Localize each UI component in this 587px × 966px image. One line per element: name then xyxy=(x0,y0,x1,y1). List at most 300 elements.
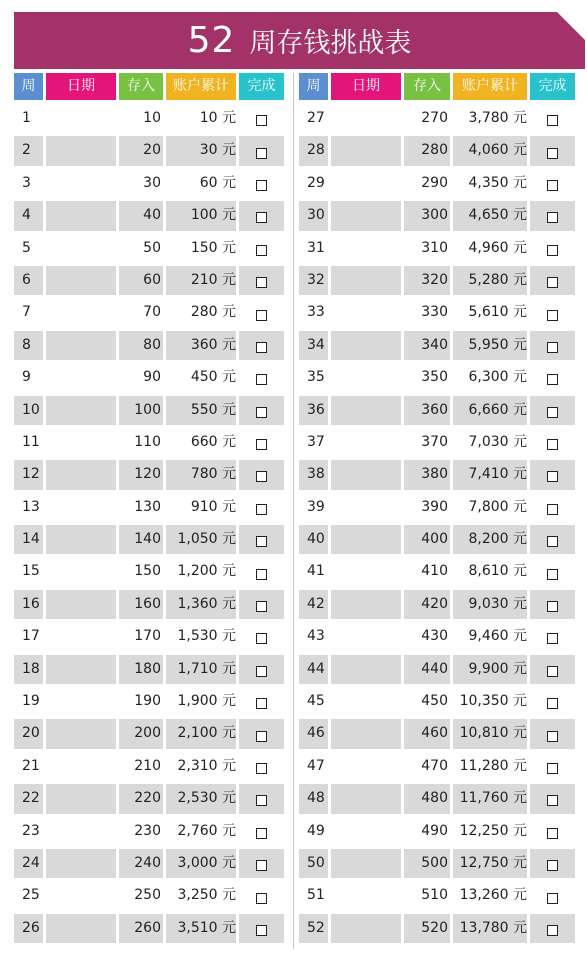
done-cell[interactable] xyxy=(239,136,284,165)
deposit-cell: 410 xyxy=(421,563,448,580)
date-cell[interactable] xyxy=(46,201,116,230)
done-checkbox[interactable] xyxy=(256,310,267,321)
date-cell[interactable] xyxy=(46,817,116,846)
account-total-cell: 3,250 元 xyxy=(177,887,236,904)
table-row xyxy=(14,460,284,489)
done-checkbox[interactable] xyxy=(256,504,267,515)
done-checkbox[interactable] xyxy=(547,828,558,839)
done-checkbox[interactable] xyxy=(256,342,267,353)
date-cell[interactable] xyxy=(331,201,401,230)
week-cell: 12 xyxy=(14,460,43,489)
table-row xyxy=(299,136,575,165)
week-cell: 50 xyxy=(299,849,328,878)
date-cell[interactable] xyxy=(46,655,116,684)
week-cell: 43 xyxy=(307,628,325,645)
week-cell: 19 xyxy=(22,693,40,710)
week-cell: 37 xyxy=(307,433,325,450)
account-total-cell: 4,350 元 xyxy=(468,174,527,191)
done-cell[interactable] xyxy=(530,914,575,943)
account-total-cell: 11,280 元 xyxy=(459,757,527,774)
done-cell[interactable] xyxy=(530,784,575,813)
table-row xyxy=(14,428,284,457)
deposit-cell: 500 xyxy=(404,849,450,878)
table-row xyxy=(299,719,575,748)
deposit-cell: 190 xyxy=(134,693,161,710)
week-cell: 38 xyxy=(299,460,328,489)
table-row xyxy=(299,622,575,651)
account-total-cell: 150 元 xyxy=(190,239,236,256)
done-cell[interactable] xyxy=(239,590,284,619)
done-cell[interactable] xyxy=(239,752,284,781)
done-cell[interactable] xyxy=(530,266,575,295)
deposit-cell: 490 xyxy=(421,822,448,839)
account-total-cell: 8,200 元 xyxy=(453,525,527,554)
week-cell: 23 xyxy=(22,822,40,839)
date-cell[interactable] xyxy=(46,136,116,165)
account-total-cell: 2,760 元 xyxy=(177,822,236,839)
deposit-cell: 260 xyxy=(119,914,163,943)
date-cell[interactable] xyxy=(46,331,116,360)
week-cell: 49 xyxy=(307,822,325,839)
deposit-cell: 520 xyxy=(404,914,450,943)
table-row xyxy=(14,622,284,651)
table-row xyxy=(14,525,284,554)
deposit-cell: 20 xyxy=(119,136,163,165)
deposit-cell: 310 xyxy=(421,239,448,256)
date-cell[interactable] xyxy=(331,849,401,878)
done-cell[interactable] xyxy=(530,298,575,327)
table-row xyxy=(299,849,575,878)
deposit-cell: 440 xyxy=(404,655,450,684)
week-cell: 47 xyxy=(307,757,325,774)
table-row xyxy=(299,396,575,425)
done-checkbox[interactable] xyxy=(256,277,267,288)
table-header xyxy=(14,73,284,100)
account-total-cell: 5,610 元 xyxy=(468,304,527,321)
table-row xyxy=(299,460,575,489)
week-cell: 41 xyxy=(307,563,325,580)
title-number: 52 xyxy=(187,20,236,61)
date-cell[interactable] xyxy=(331,557,401,586)
date-cell[interactable] xyxy=(331,266,401,295)
date-cell[interactable] xyxy=(46,234,116,263)
table-row xyxy=(299,363,575,392)
done-cell[interactable] xyxy=(530,460,575,489)
date-cell[interactable] xyxy=(331,136,401,165)
account-total-cell: 7,030 元 xyxy=(468,433,527,450)
deposit-cell: 80 xyxy=(119,331,163,360)
account-total-cell: 1,050 元 xyxy=(166,525,236,554)
done-cell[interactable] xyxy=(239,525,284,554)
done-checkbox[interactable] xyxy=(547,860,558,871)
week-cell: 26 xyxy=(14,914,43,943)
done-cell[interactable] xyxy=(239,719,284,748)
title-banner xyxy=(14,12,585,69)
date-cell[interactable] xyxy=(331,590,401,619)
table-row xyxy=(14,849,284,878)
done-checkbox[interactable] xyxy=(256,731,267,742)
date-cell[interactable] xyxy=(46,104,116,133)
table-row xyxy=(299,298,575,327)
table-row xyxy=(299,687,575,716)
done-checkbox[interactable] xyxy=(547,536,558,547)
date-cell[interactable] xyxy=(46,298,116,327)
deposit-cell: 90 xyxy=(143,369,161,386)
account-total-cell: 13,260 元 xyxy=(459,887,527,904)
date-cell[interactable] xyxy=(331,655,401,684)
done-checkbox[interactable] xyxy=(256,212,267,223)
account-total-cell: 660 元 xyxy=(190,433,236,450)
account-total-cell: 60 元 xyxy=(199,174,236,191)
date-cell[interactable] xyxy=(331,881,401,910)
date-cell[interactable] xyxy=(46,752,116,781)
done-cell[interactable] xyxy=(239,687,284,716)
date-cell[interactable] xyxy=(46,719,116,748)
done-checkbox[interactable] xyxy=(256,374,267,385)
week-cell: 15 xyxy=(22,563,40,580)
done-cell[interactable] xyxy=(239,331,284,360)
deposit-cell: 400 xyxy=(404,525,450,554)
done-checkbox[interactable] xyxy=(547,180,558,191)
week-cell: 34 xyxy=(299,331,328,360)
deposit-cell: 300 xyxy=(404,201,450,230)
done-cell[interactable] xyxy=(239,622,284,651)
header-week: 周 xyxy=(14,73,43,100)
table-row xyxy=(299,201,575,230)
account-total-cell: 4,060 元 xyxy=(453,136,527,165)
done-cell[interactable] xyxy=(530,201,575,230)
done-cell[interactable] xyxy=(239,817,284,846)
deposit-cell: 30 xyxy=(143,174,161,191)
date-cell[interactable] xyxy=(46,428,116,457)
account-total-cell: 8,610 元 xyxy=(468,563,527,580)
deposit-cell: 470 xyxy=(421,757,448,774)
deposit-cell: 460 xyxy=(404,719,450,748)
week-cell: 5 xyxy=(22,239,31,256)
done-checkbox[interactable] xyxy=(256,115,267,126)
done-cell[interactable] xyxy=(530,363,575,392)
done-checkbox[interactable] xyxy=(547,569,558,580)
week-cell: 1 xyxy=(22,110,31,126)
week-cell: 35 xyxy=(307,369,325,386)
week-cell: 16 xyxy=(14,590,43,619)
account-total-cell: 5,950 元 xyxy=(453,331,527,360)
week-cell: 30 xyxy=(299,201,328,230)
date-cell[interactable] xyxy=(331,298,401,327)
done-cell[interactable] xyxy=(239,914,284,943)
date-cell[interactable] xyxy=(46,169,116,198)
account-total-cell: 9,030 元 xyxy=(453,590,527,619)
date-cell[interactable] xyxy=(331,752,401,781)
done-cell[interactable] xyxy=(239,428,284,457)
account-total-cell: 280 元 xyxy=(190,304,236,321)
done-cell[interactable] xyxy=(530,234,575,263)
table-row xyxy=(14,363,284,392)
done-checkbox[interactable] xyxy=(547,601,558,612)
done-checkbox[interactable] xyxy=(547,212,558,223)
deposit-cell: 480 xyxy=(404,784,450,813)
account-total-cell: 30 元 xyxy=(166,136,236,165)
deposit-cell: 340 xyxy=(404,331,450,360)
done-checkbox[interactable] xyxy=(256,763,267,774)
done-cell[interactable] xyxy=(530,331,575,360)
date-cell[interactable] xyxy=(331,784,401,813)
deposit-cell: 160 xyxy=(119,590,163,619)
week-cell: 40 xyxy=(299,525,328,554)
done-checkbox[interactable] xyxy=(256,601,267,612)
done-checkbox[interactable] xyxy=(547,342,558,353)
deposit-cell: 290 xyxy=(421,174,448,191)
header-account-total: 账户累计 xyxy=(453,73,527,100)
deposit-cell: 70 xyxy=(143,304,161,321)
table-row xyxy=(14,136,284,165)
table-row xyxy=(14,493,284,522)
date-cell[interactable] xyxy=(331,493,401,522)
account-total-cell: 1,710 元 xyxy=(166,655,236,684)
done-checkbox[interactable] xyxy=(256,148,267,159)
done-cell[interactable] xyxy=(530,590,575,619)
done-cell[interactable] xyxy=(530,849,575,878)
deposit-cell: 330 xyxy=(421,304,448,321)
header-date: 日期 xyxy=(46,73,116,100)
done-checkbox[interactable] xyxy=(256,666,267,677)
account-total-cell: 4,960 元 xyxy=(468,239,527,256)
account-total-cell: 12,250 元 xyxy=(459,822,527,839)
done-checkbox[interactable] xyxy=(256,245,267,256)
date-cell[interactable] xyxy=(46,784,116,813)
done-cell[interactable] xyxy=(530,493,575,522)
done-cell[interactable] xyxy=(239,234,284,263)
done-cell[interactable] xyxy=(530,687,575,716)
date-cell[interactable] xyxy=(331,428,401,457)
week-cell: 52 xyxy=(299,914,328,943)
table-row xyxy=(14,752,284,781)
done-checkbox[interactable] xyxy=(256,925,267,936)
done-cell[interactable] xyxy=(530,752,575,781)
done-cell[interactable] xyxy=(239,460,284,489)
done-cell[interactable] xyxy=(239,363,284,392)
done-checkbox[interactable] xyxy=(547,471,558,482)
done-cell[interactable] xyxy=(530,719,575,748)
done-checkbox[interactable] xyxy=(256,471,267,482)
date-cell[interactable] xyxy=(331,914,401,943)
done-cell[interactable] xyxy=(239,557,284,586)
done-checkbox[interactable] xyxy=(547,277,558,288)
account-total-cell: 10,350 元 xyxy=(459,693,527,710)
week-cell: 10 xyxy=(14,396,43,425)
done-checkbox[interactable] xyxy=(256,828,267,839)
date-cell[interactable] xyxy=(46,914,116,943)
done-cell[interactable] xyxy=(530,622,575,651)
done-cell[interactable] xyxy=(239,169,284,198)
done-cell[interactable] xyxy=(530,104,575,133)
done-checkbox[interactable] xyxy=(547,504,558,515)
deposit-cell: 360 xyxy=(404,396,450,425)
header-deposit: 存入 xyxy=(404,73,450,100)
date-cell[interactable] xyxy=(46,557,116,586)
week-cell: 8 xyxy=(14,331,43,360)
done-cell[interactable] xyxy=(239,104,284,133)
table-row xyxy=(14,104,284,133)
date-cell[interactable] xyxy=(46,590,116,619)
done-checkbox[interactable] xyxy=(256,180,267,191)
date-cell[interactable] xyxy=(331,234,401,263)
deposit-cell: 380 xyxy=(404,460,450,489)
week-cell: 17 xyxy=(22,628,40,645)
done-cell[interactable] xyxy=(530,169,575,198)
account-total-cell: 1,900 元 xyxy=(177,693,236,710)
account-total-cell: 3,510 元 xyxy=(166,914,236,943)
done-checkbox[interactable] xyxy=(256,569,267,580)
week-cell: 4 xyxy=(14,201,43,230)
done-checkbox[interactable] xyxy=(547,407,558,418)
done-checkbox[interactable] xyxy=(547,439,558,450)
deposit-cell: 230 xyxy=(134,822,161,839)
date-cell[interactable] xyxy=(46,687,116,716)
done-cell[interactable] xyxy=(530,396,575,425)
done-checkbox[interactable] xyxy=(547,245,558,256)
done-cell[interactable] xyxy=(530,428,575,457)
date-cell[interactable] xyxy=(46,849,116,878)
left-table xyxy=(14,73,284,946)
done-cell[interactable] xyxy=(239,266,284,295)
done-checkbox[interactable] xyxy=(256,633,267,644)
done-cell[interactable] xyxy=(530,655,575,684)
done-cell[interactable] xyxy=(239,655,284,684)
date-cell[interactable] xyxy=(46,266,116,295)
done-cell[interactable] xyxy=(530,817,575,846)
account-total-cell: 1,530 元 xyxy=(177,628,236,645)
table-row xyxy=(14,687,284,716)
header-done: 完成 xyxy=(239,73,284,100)
deposit-cell: 280 xyxy=(404,136,450,165)
done-checkbox[interactable] xyxy=(547,115,558,126)
date-cell[interactable] xyxy=(331,396,401,425)
week-cell: 9 xyxy=(22,369,31,386)
done-checkbox[interactable] xyxy=(256,407,267,418)
deposit-cell: 60 xyxy=(119,266,163,295)
account-total-cell: 550 元 xyxy=(166,396,236,425)
deposit-cell: 40 xyxy=(119,201,163,230)
deposit-cell: 510 xyxy=(421,887,448,904)
week-cell: 13 xyxy=(22,498,40,515)
deposit-cell: 10 xyxy=(143,110,161,126)
date-cell[interactable] xyxy=(46,622,116,651)
done-cell[interactable] xyxy=(239,784,284,813)
table-row xyxy=(14,557,284,586)
done-cell[interactable] xyxy=(239,849,284,878)
table-row xyxy=(299,655,575,684)
table-row xyxy=(299,234,575,263)
done-checkbox[interactable] xyxy=(547,893,558,904)
done-cell[interactable] xyxy=(530,525,575,554)
date-cell[interactable] xyxy=(331,460,401,489)
done-checkbox[interactable] xyxy=(547,731,558,742)
done-checkbox[interactable] xyxy=(256,698,267,709)
done-checkbox[interactable] xyxy=(547,698,558,709)
done-checkbox[interactable] xyxy=(256,893,267,904)
done-checkbox[interactable] xyxy=(547,374,558,385)
done-checkbox[interactable] xyxy=(547,310,558,321)
done-checkbox[interactable] xyxy=(256,795,267,806)
date-cell[interactable] xyxy=(46,460,116,489)
table-row xyxy=(14,590,284,619)
table-row xyxy=(14,396,284,425)
deposit-cell: 150 xyxy=(134,563,161,580)
title-text: 周存钱挑战表 xyxy=(249,28,412,59)
week-cell: 14 xyxy=(14,525,43,554)
table-row xyxy=(14,881,284,910)
done-cell[interactable] xyxy=(239,493,284,522)
done-checkbox[interactable] xyxy=(547,666,558,677)
date-cell[interactable] xyxy=(46,525,116,554)
week-cell: 22 xyxy=(14,784,43,813)
week-cell: 2 xyxy=(14,136,43,165)
date-cell[interactable] xyxy=(331,817,401,846)
deposit-cell: 320 xyxy=(404,266,450,295)
done-checkbox[interactable] xyxy=(547,925,558,936)
done-cell[interactable] xyxy=(239,881,284,910)
done-checkbox[interactable] xyxy=(547,795,558,806)
header-week: 周 xyxy=(299,73,328,100)
date-cell[interactable] xyxy=(331,622,401,651)
deposit-cell: 350 xyxy=(421,369,448,386)
table-row xyxy=(14,655,284,684)
week-cell: 7 xyxy=(22,304,31,321)
done-cell[interactable] xyxy=(239,201,284,230)
done-cell[interactable] xyxy=(239,396,284,425)
date-cell[interactable] xyxy=(331,687,401,716)
week-cell: 11 xyxy=(22,433,40,450)
week-cell: 3 xyxy=(22,174,31,191)
date-cell[interactable] xyxy=(331,104,401,133)
header-deposit: 存入 xyxy=(119,73,163,100)
date-cell[interactable] xyxy=(46,881,116,910)
week-cell: 28 xyxy=(299,136,328,165)
account-total-cell: 12,750 元 xyxy=(453,849,527,878)
account-total-cell: 2,530 元 xyxy=(166,784,236,813)
date-cell[interactable] xyxy=(331,331,401,360)
week-cell: 25 xyxy=(22,887,40,904)
date-cell[interactable] xyxy=(46,493,116,522)
date-cell[interactable] xyxy=(331,169,401,198)
date-cell[interactable] xyxy=(331,363,401,392)
header-done: 完成 xyxy=(530,73,575,100)
done-cell[interactable] xyxy=(530,136,575,165)
table-row xyxy=(14,266,284,295)
done-checkbox[interactable] xyxy=(256,536,267,547)
done-checkbox[interactable] xyxy=(547,763,558,774)
done-cell[interactable] xyxy=(530,881,575,910)
date-cell[interactable] xyxy=(331,719,401,748)
done-cell[interactable] xyxy=(239,298,284,327)
date-cell[interactable] xyxy=(46,363,116,392)
date-cell[interactable] xyxy=(46,396,116,425)
done-checkbox[interactable] xyxy=(547,633,558,644)
deposit-cell: 210 xyxy=(134,757,161,774)
done-checkbox[interactable] xyxy=(256,439,267,450)
account-total-cell: 6,300 元 xyxy=(468,369,527,386)
table-row xyxy=(299,557,575,586)
table-row xyxy=(14,914,284,943)
account-total-cell: 1,200 元 xyxy=(177,563,236,580)
week-cell: 27 xyxy=(307,110,325,126)
deposit-cell: 220 xyxy=(119,784,163,813)
done-checkbox[interactable] xyxy=(547,148,558,159)
done-cell[interactable] xyxy=(530,557,575,586)
date-cell[interactable] xyxy=(331,525,401,554)
done-checkbox[interactable] xyxy=(256,860,267,871)
